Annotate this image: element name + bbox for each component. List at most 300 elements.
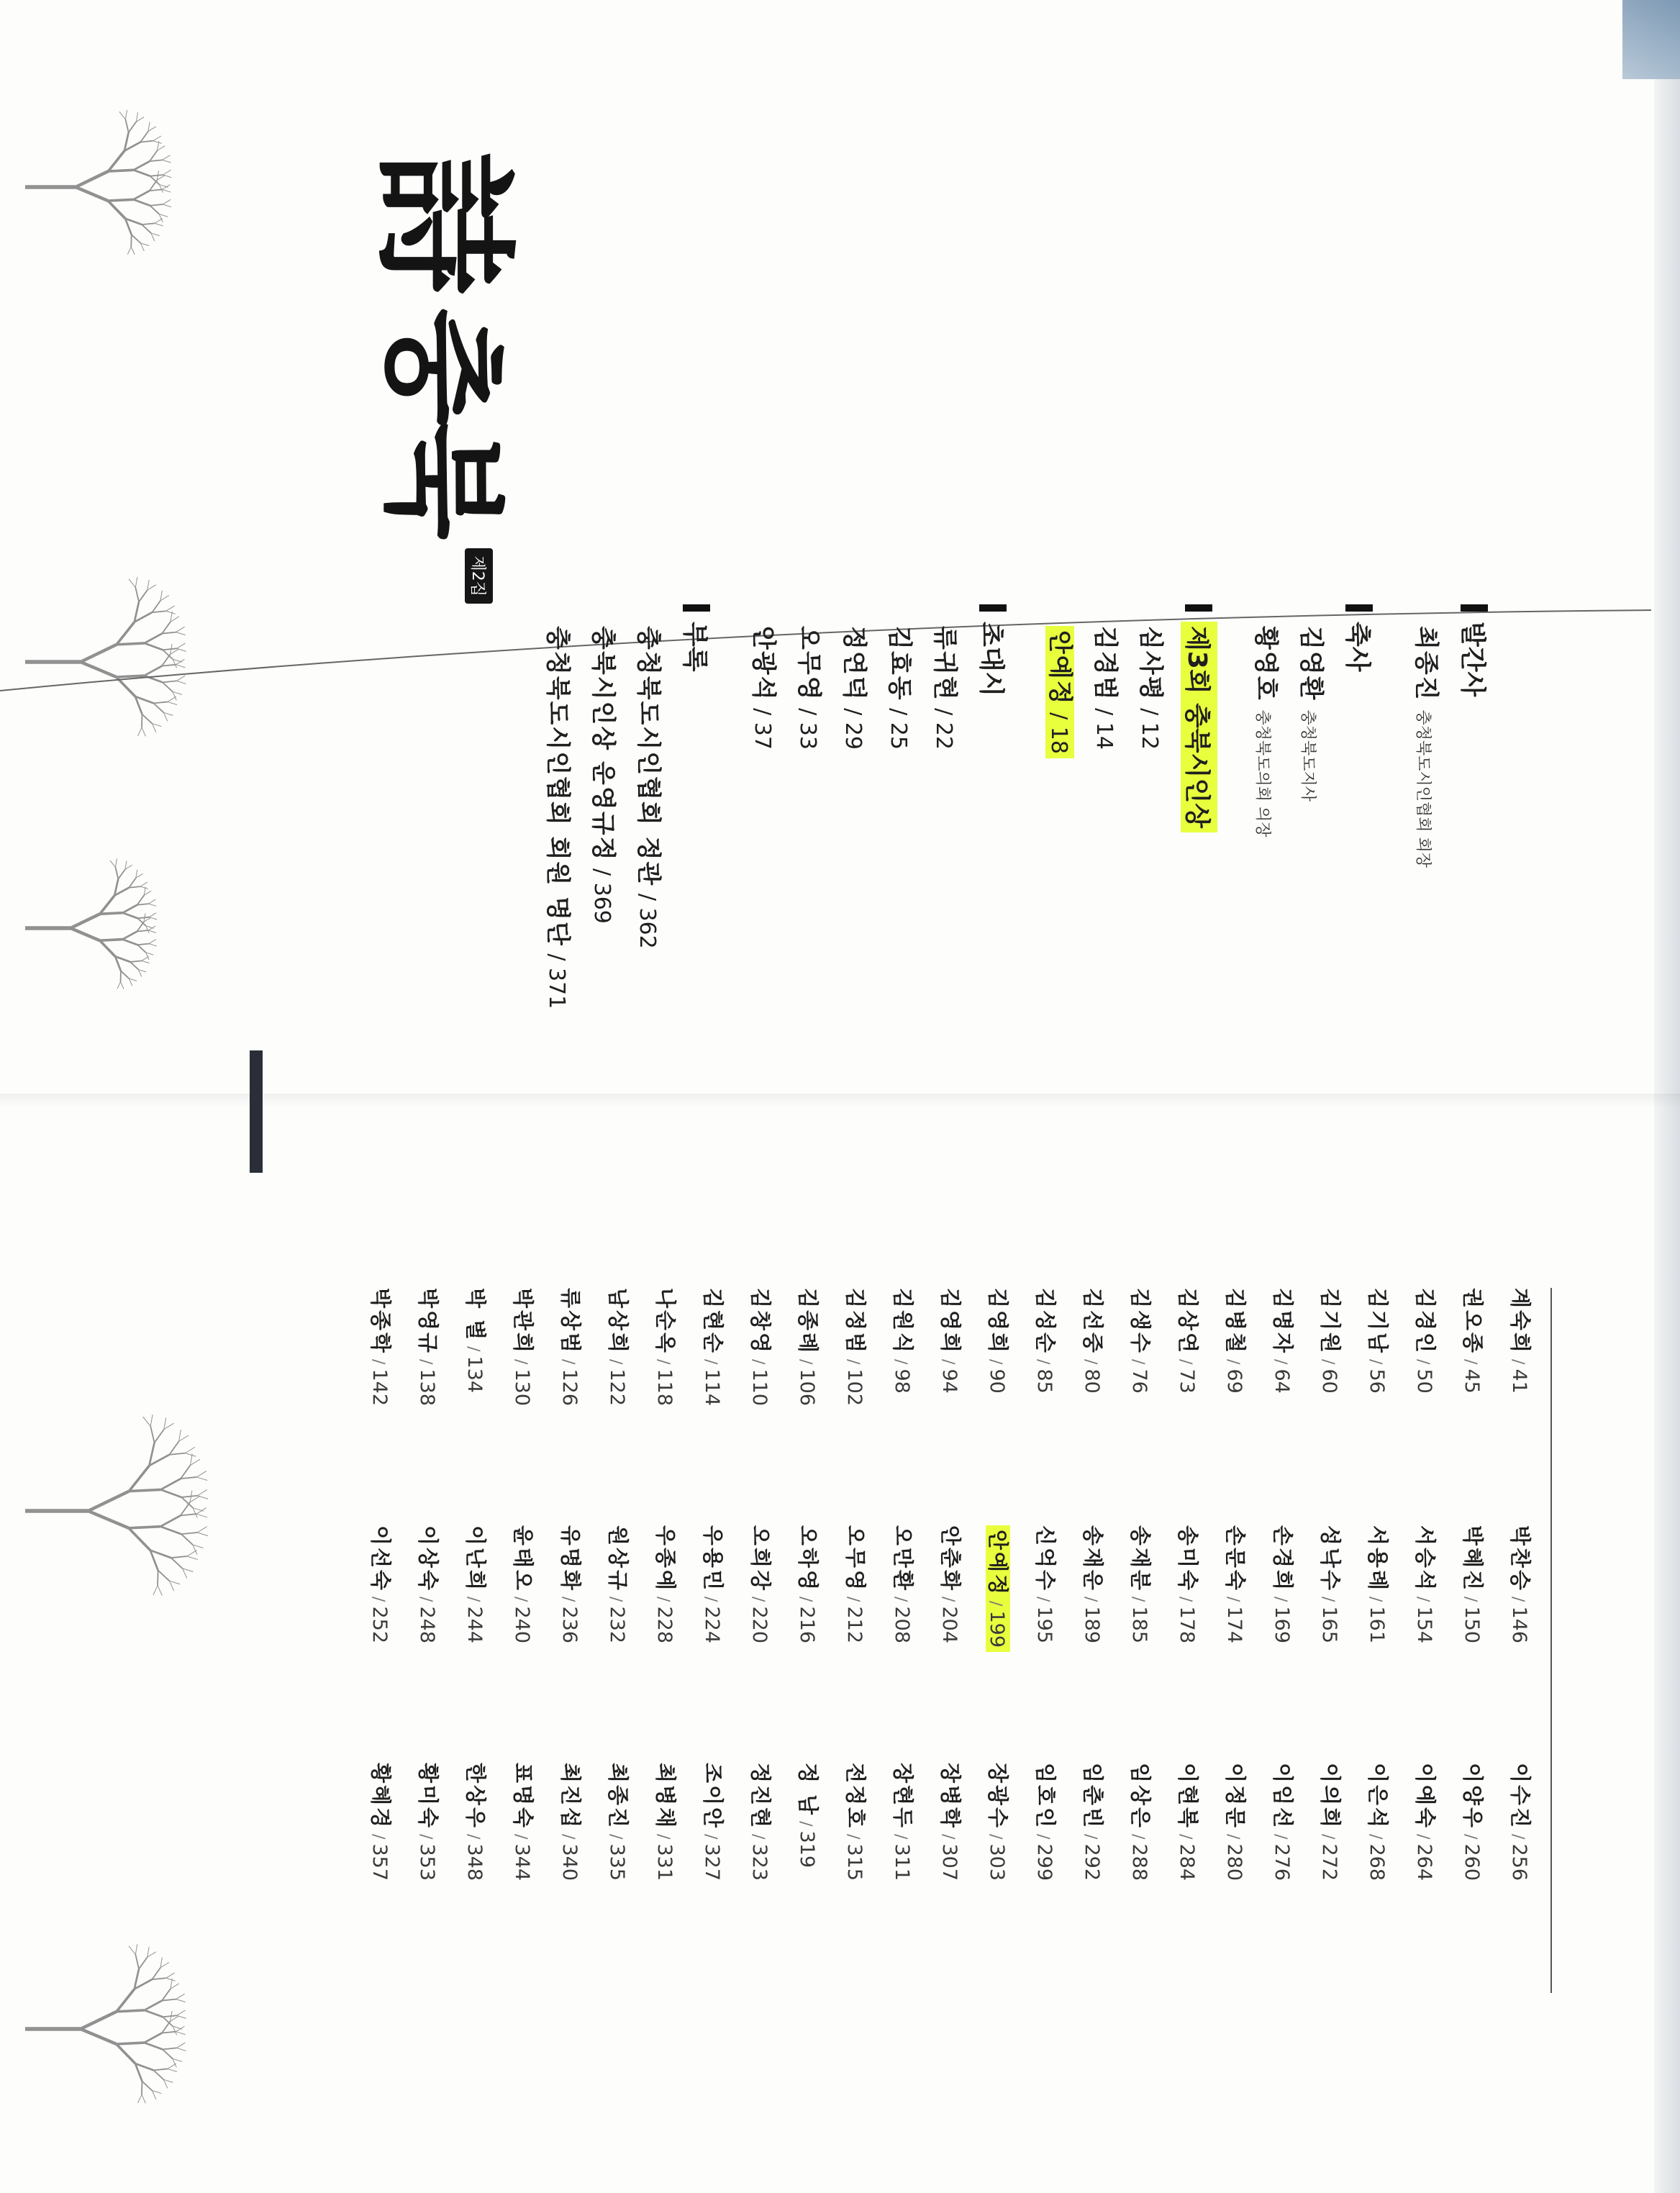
poet-entry[interactable]: [1176, 1763, 1204, 1993]
page-separator: /: [749, 1359, 767, 1365]
poet-name: 류상범: [558, 1288, 583, 1356]
poet-page: 212: [843, 1606, 866, 1644]
poet-entry[interactable]: [701, 1763, 729, 1993]
poet-entry[interactable]: [701, 1288, 729, 1525]
poet-name: 우종예: [653, 1525, 678, 1593]
poet-name: 이의희: [1318, 1763, 1343, 1830]
poet-entry[interactable]: [843, 1288, 871, 1525]
toc-entry[interactable]: [1135, 626, 1171, 1065]
entry-name: 황영호: [1251, 626, 1280, 702]
page-separator: /: [986, 1359, 1004, 1365]
page-separator: /: [749, 1597, 767, 1602]
poet-column-2: [368, 1525, 1536, 1763]
page-separator: /: [1091, 701, 1117, 722]
poet-entry[interactable]: [1223, 1288, 1251, 1525]
poet-name: 이난희: [463, 1525, 488, 1593]
poet-name: 서용례: [1366, 1525, 1390, 1593]
page-separator: /: [701, 1834, 719, 1840]
page-separator: /: [844, 1597, 862, 1602]
poet-page: 288: [1128, 1843, 1150, 1881]
poet-name: 김정범: [843, 1288, 868, 1356]
page-separator: /: [1129, 1834, 1147, 1840]
page-separator: /: [654, 1359, 672, 1365]
poet-name: 김종례: [796, 1288, 820, 1356]
poet-entry[interactable]: [606, 1288, 634, 1525]
poet-entry[interactable]: [1271, 1288, 1299, 1525]
page-separator: /: [559, 1359, 577, 1365]
poet-name: 한상우: [463, 1763, 488, 1830]
poet-page: 280: [1223, 1843, 1245, 1881]
entry-name: 김경범: [1091, 626, 1120, 702]
poet-name: 김병철: [1223, 1288, 1248, 1356]
toc-entry[interactable]: [1296, 626, 1331, 1065]
poet-entry[interactable]: [1461, 1288, 1489, 1525]
page-separator: /: [1034, 1359, 1052, 1365]
poet-page: 110: [748, 1368, 771, 1407]
poet-page: 106: [796, 1368, 818, 1407]
corner-mark: [1622, 0, 1680, 79]
entry-page: 18: [1046, 726, 1071, 754]
poet-entry[interactable]: [938, 1763, 966, 1993]
page-separator: /: [1271, 1359, 1289, 1365]
poet-entry[interactable]: [986, 1525, 1014, 1763]
toc-right-page: [97, 1288, 1536, 1993]
poet-entry[interactable]: [1366, 1525, 1394, 1763]
poet-name: 김상연: [1176, 1288, 1200, 1356]
page-separator: /: [635, 886, 660, 908]
page-separator: /: [749, 1834, 767, 1840]
poet-name: 김기남: [1366, 1288, 1390, 1356]
poet-name: 박관희: [511, 1288, 535, 1356]
page-separator: /: [840, 701, 866, 722]
poet-entry[interactable]: [986, 1288, 1014, 1525]
page-separator: /: [891, 1597, 909, 1602]
page-separator: /: [369, 1597, 387, 1602]
entry-page: 12: [1137, 722, 1162, 750]
poet-entry[interactable]: [416, 1763, 444, 1993]
poet-entry[interactable]: [986, 1763, 1014, 1993]
poet-entry[interactable]: [1508, 1763, 1536, 1993]
entry-name: 안예정: [1045, 630, 1074, 706]
poet-page: 357: [368, 1843, 391, 1881]
page-separator: /: [1081, 1359, 1099, 1365]
poet-name: 손경희: [1271, 1525, 1295, 1593]
poet-name: 장병학: [938, 1763, 963, 1830]
poet-name: 황미숙: [416, 1763, 440, 1830]
page-separator: /: [795, 701, 820, 722]
section-heading-text: 축사: [1343, 622, 1372, 672]
page-separator: /: [559, 1597, 577, 1602]
heading-bar-icon: [1186, 604, 1213, 612]
poet-page: 340: [558, 1843, 581, 1881]
page-separator: /: [891, 1359, 909, 1365]
poet-entry[interactable]: [748, 1525, 776, 1763]
poet-entry[interactable]: [511, 1763, 539, 1993]
poet-page: 335: [606, 1843, 628, 1881]
poet-entry[interactable]: [1366, 1288, 1394, 1525]
page-separator: /: [1319, 1834, 1337, 1840]
page-separator: /: [559, 1834, 577, 1840]
poet-entry[interactable]: [606, 1763, 634, 1993]
poet-entry[interactable]: [1081, 1525, 1109, 1763]
poet-name: 표명숙: [511, 1763, 535, 1830]
poet-entry[interactable]: [891, 1763, 919, 1993]
page-separator: /: [369, 1834, 387, 1840]
poet-page: 311: [891, 1843, 913, 1881]
poet-page: 45: [1461, 1368, 1483, 1394]
page-separator: /: [750, 701, 775, 722]
poet-entry[interactable]: [1128, 1763, 1156, 1993]
page-separator: /: [1046, 705, 1071, 727]
poet-name: 이상숙: [416, 1525, 440, 1593]
entry-page: 22: [931, 722, 956, 750]
toc-entry[interactable]: [839, 626, 874, 1065]
page-separator: /: [1081, 1834, 1099, 1840]
poet-page: 122: [606, 1368, 628, 1407]
page-separator: /: [796, 1359, 814, 1365]
poet-entry[interactable]: [843, 1525, 871, 1763]
poet-name: 권오종: [1461, 1288, 1485, 1356]
entry-role: 충청북도의회 의장: [1253, 709, 1271, 837]
page-separator: /: [701, 1359, 719, 1365]
page-separator: /: [607, 1359, 625, 1365]
poet-page: 56: [1366, 1368, 1388, 1394]
poet-name: 원상규: [606, 1525, 630, 1593]
section-heading: [1456, 604, 1493, 1065]
page-separator: /: [417, 1597, 435, 1602]
poet-entry[interactable]: [368, 1288, 396, 1525]
poet-name: 임상은: [1128, 1763, 1153, 1830]
page-separator: /: [1176, 1834, 1194, 1840]
heading-bar-icon: [1346, 604, 1373, 612]
poet-entry[interactable]: [653, 1288, 681, 1525]
section-heading: [1341, 604, 1378, 1065]
poet-page: 174: [1223, 1606, 1245, 1644]
poet-name: 오하영: [796, 1525, 820, 1593]
poet-entry[interactable]: [1461, 1525, 1489, 1763]
poet-entry[interactable]: [1271, 1525, 1299, 1763]
poet-name: 이임선: [1271, 1763, 1295, 1830]
poet-entry[interactable]: [416, 1525, 444, 1763]
poet-entry[interactable]: [1033, 1763, 1061, 1993]
heading-bar-icon: [684, 604, 711, 612]
poet-entry[interactable]: [748, 1288, 776, 1525]
poet-entry[interactable]: [1413, 1763, 1441, 1993]
poet-name: 서승석: [1413, 1525, 1438, 1593]
poet-page: 272: [1318, 1843, 1340, 1881]
toc-entry[interactable]: [588, 626, 623, 1065]
poet-page: 189: [1081, 1606, 1103, 1644]
page-separator: /: [939, 1834, 957, 1840]
poet-entry[interactable]: [1318, 1525, 1346, 1763]
poet-name: 이양우: [1461, 1763, 1485, 1830]
poet-page: 150: [1461, 1606, 1483, 1644]
poet-page: 252: [368, 1606, 391, 1644]
entry-name: 오무영: [794, 626, 823, 702]
poet-page: 353: [416, 1843, 438, 1881]
poet-name: 김원식: [891, 1288, 915, 1356]
poet-page: 178: [1176, 1606, 1198, 1644]
poet-entry[interactable]: [558, 1763, 586, 1993]
toc-entry[interactable]: [794, 626, 829, 1065]
page-separator: /: [1224, 1359, 1242, 1365]
section-heading: [678, 604, 715, 1065]
poet-page: 142: [368, 1368, 391, 1407]
poet-name: 장광수: [986, 1763, 1010, 1830]
entry-page: 371: [544, 968, 569, 1009]
poet-entry[interactable]: [463, 1288, 491, 1525]
logo-hangul: 충북: [371, 308, 514, 536]
poet-entry[interactable]: [368, 1525, 396, 1763]
page-separator: /: [512, 1597, 530, 1602]
toc-entry[interactable]: [633, 626, 668, 1065]
page-separator: /: [1366, 1834, 1384, 1840]
entry-name: 충청북도시인협회 회원 명단: [543, 626, 572, 947]
page-separator: /: [1271, 1597, 1289, 1602]
poet-name: 오만환: [891, 1525, 915, 1593]
poet-page: 130: [511, 1368, 533, 1407]
page-separator: /: [1224, 1834, 1242, 1840]
page-separator: /: [886, 701, 911, 722]
poet-entry[interactable]: [938, 1288, 966, 1525]
page-separator: /: [1081, 1597, 1099, 1602]
poet-entry[interactable]: [606, 1525, 634, 1763]
poet-name: 박혜진: [1461, 1525, 1485, 1593]
poet-name: 김영희: [986, 1288, 1010, 1356]
toc-entry[interactable]: [884, 626, 920, 1065]
poet-entry[interactable]: [1461, 1763, 1489, 1993]
page-separator: /: [1366, 1359, 1384, 1365]
poet-page: 154: [1413, 1606, 1435, 1644]
poet-entry[interactable]: [1081, 1763, 1109, 1993]
page-separator: /: [1137, 701, 1162, 722]
entry-page: 369: [589, 882, 614, 924]
heading-bar-icon: [980, 604, 1007, 612]
poet-column-1: [368, 1288, 1536, 1525]
poet-name: 이선숙: [368, 1525, 393, 1593]
page-separator: /: [1461, 1834, 1479, 1840]
poet-name: 이현복: [1176, 1763, 1200, 1830]
page-separator: /: [796, 1821, 814, 1827]
poet-name: 김창영: [748, 1288, 773, 1356]
poet-entry[interactable]: [796, 1763, 824, 1993]
toc-entry[interactable]: [1090, 626, 1125, 1065]
page-separator: /: [654, 1597, 672, 1602]
poet-entry[interactable]: [368, 1763, 396, 1993]
entry-name: 최종진: [1412, 626, 1440, 702]
poet-entry[interactable]: [796, 1525, 824, 1763]
poet-page: 165: [1318, 1606, 1340, 1644]
poet-entry[interactable]: [1128, 1525, 1156, 1763]
poet-page: 348: [463, 1843, 486, 1881]
entry-name: 정연덕: [840, 626, 868, 702]
poet-page: 80: [1081, 1368, 1103, 1394]
page-separator: /: [1319, 1359, 1337, 1365]
toc-entry[interactable]: [1045, 626, 1080, 1065]
page-separator: /: [986, 1834, 1004, 1840]
poet-entry[interactable]: [511, 1525, 539, 1763]
poet-page: 315: [843, 1843, 866, 1881]
toc-section: [1045, 604, 1217, 1065]
section-heading-text: 초대시: [976, 622, 1006, 697]
poet-entry[interactable]: [463, 1763, 491, 1993]
poet-page: 307: [938, 1843, 961, 1881]
page-separator: /: [512, 1834, 530, 1840]
poet-name: 최진섭: [558, 1763, 583, 1830]
poet-entry[interactable]: [653, 1525, 681, 1763]
page-separator: /: [844, 1834, 862, 1840]
poet-page: 248: [416, 1606, 438, 1644]
poet-name: 정진현: [748, 1763, 773, 1830]
poet-entry[interactable]: [1128, 1288, 1156, 1525]
poet-name: 김생수: [1128, 1288, 1153, 1356]
heading-bar-icon: [1461, 604, 1489, 612]
poet-page: 319: [796, 1830, 818, 1869]
poet-entry[interactable]: [1508, 1525, 1536, 1763]
page-separator: /: [512, 1359, 530, 1365]
poet-entry[interactable]: [701, 1525, 729, 1763]
section-heading-text: 부록: [680, 622, 709, 672]
poet-entry[interactable]: [511, 1288, 539, 1525]
poet-name: 유명화: [558, 1525, 583, 1593]
poet-entry[interactable]: [1033, 1525, 1061, 1763]
page-separator: /: [986, 1601, 1004, 1607]
poet-name: 정 남: [796, 1763, 820, 1817]
page-separator: /: [1509, 1359, 1527, 1365]
entry-role: 충청북도시인협회 회장: [1414, 709, 1432, 868]
poet-entry[interactable]: [1318, 1763, 1346, 1993]
toc-entry[interactable]: [748, 626, 784, 1065]
poet-entry[interactable]: [1366, 1763, 1394, 1993]
poet-page: 299: [1033, 1843, 1055, 1881]
poet-name: 김명자: [1271, 1288, 1295, 1356]
poet-page: 236: [558, 1606, 581, 1644]
poet-entry[interactable]: [653, 1763, 681, 1993]
page-separator: /: [1176, 1597, 1194, 1602]
poet-entry[interactable]: [1413, 1525, 1441, 1763]
poet-page: 284: [1176, 1843, 1198, 1881]
poet-page: 256: [1508, 1843, 1530, 1881]
poet-entry[interactable]: [748, 1763, 776, 1993]
poet-name: 박종학: [368, 1288, 393, 1356]
poet-name: 김현순: [701, 1288, 725, 1356]
page-separator: /: [654, 1834, 672, 1840]
entry-page: 29: [840, 722, 866, 750]
poet-page: 41: [1508, 1368, 1530, 1394]
poet-entry[interactable]: [1176, 1525, 1204, 1763]
toc-entry[interactable]: [542, 626, 578, 1065]
toc-entry[interactable]: [1250, 626, 1286, 1065]
poet-name: 장현두: [891, 1763, 915, 1830]
poet-page: 303: [986, 1843, 1008, 1881]
poet-entry[interactable]: [1271, 1763, 1299, 1993]
poet-entry[interactable]: [558, 1288, 586, 1525]
page-separator: /: [1129, 1597, 1147, 1602]
poet-page: 268: [1366, 1843, 1388, 1881]
bare-tree-icon: [25, 110, 171, 255]
entry-name: 김영환: [1297, 626, 1325, 702]
page-separator: /: [1461, 1597, 1479, 1602]
poet-name: 윤태오: [511, 1525, 535, 1593]
toc-entry[interactable]: [930, 626, 965, 1065]
poet-entry[interactable]: [1033, 1288, 1061, 1525]
page-separator: /: [464, 1834, 482, 1840]
toc-entry[interactable]: [1411, 626, 1446, 1065]
entry-role: 충청북도지사: [1299, 709, 1317, 802]
poet-entry[interactable]: [796, 1288, 824, 1525]
page-separator: /: [1176, 1359, 1194, 1365]
poet-entry[interactable]: [1318, 1288, 1346, 1525]
poet-page: 240: [511, 1606, 533, 1644]
poet-entry[interactable]: [843, 1763, 871, 1993]
page-separator: /: [1271, 1834, 1289, 1840]
poet-name: 전정호: [843, 1763, 868, 1830]
poet-name: 송재운: [1081, 1525, 1105, 1593]
page-separator: /: [369, 1359, 387, 1365]
poet-name: 이은석: [1366, 1763, 1390, 1830]
poet-page: 185: [1128, 1606, 1150, 1644]
poet-name: 우용민: [701, 1525, 725, 1593]
page-separator: /: [1319, 1597, 1337, 1602]
page-separator: /: [607, 1834, 625, 1840]
page-separator: /: [417, 1834, 435, 1840]
poet-page: 195: [1033, 1606, 1055, 1644]
poet-page: 327: [701, 1843, 723, 1881]
poet-name: 최병채: [653, 1763, 678, 1830]
poet-page: 169: [1271, 1606, 1293, 1644]
page-separator: /: [891, 1834, 909, 1840]
poet-name: 성낙수: [1318, 1525, 1343, 1593]
poet-page: 60: [1318, 1368, 1340, 1394]
poet-name: 신억수: [1033, 1525, 1058, 1593]
poet-page: 232: [606, 1606, 628, 1644]
page-separator: /: [544, 946, 569, 968]
page-separator: /: [844, 1359, 862, 1365]
poet-entry[interactable]: [1508, 1288, 1536, 1525]
poet-name: 조이안: [701, 1763, 725, 1830]
poet-entry[interactable]: [416, 1288, 444, 1525]
poet-entry[interactable]: [938, 1525, 966, 1763]
page-separator: /: [1224, 1597, 1242, 1602]
poet-entry[interactable]: [1176, 1288, 1204, 1525]
poet-page: 102: [843, 1368, 866, 1407]
toc-section: [1250, 604, 1378, 1065]
section-heading-text: 발간사: [1458, 622, 1487, 697]
poet-entry[interactable]: [463, 1525, 491, 1763]
poet-entry[interactable]: [1223, 1525, 1251, 1763]
poet-name: 박 별: [463, 1288, 488, 1343]
poet-name: 이예숙: [1413, 1763, 1438, 1830]
issue-badge: 제2집: [465, 548, 493, 604]
poet-page: 76: [1128, 1368, 1150, 1394]
poet-entry[interactable]: [558, 1525, 586, 1763]
poet-entry[interactable]: [1223, 1763, 1251, 1993]
poet-page: 208: [891, 1606, 913, 1644]
poet-page: 85: [1033, 1368, 1055, 1394]
entry-name: 심사평: [1136, 626, 1165, 702]
poet-name: 나순옥: [653, 1288, 678, 1356]
poet-entry[interactable]: [1081, 1288, 1109, 1525]
poet-page: 138: [416, 1368, 438, 1407]
toc-section: [542, 604, 715, 1065]
poet-entry[interactable]: [1413, 1288, 1441, 1525]
poet-entry[interactable]: [891, 1288, 919, 1525]
poet-name: 남상희: [606, 1288, 630, 1356]
poet-entry[interactable]: [891, 1525, 919, 1763]
page-separator: /: [589, 861, 614, 883]
poet-page: 260: [1461, 1843, 1483, 1881]
entry-page: 14: [1091, 722, 1117, 750]
